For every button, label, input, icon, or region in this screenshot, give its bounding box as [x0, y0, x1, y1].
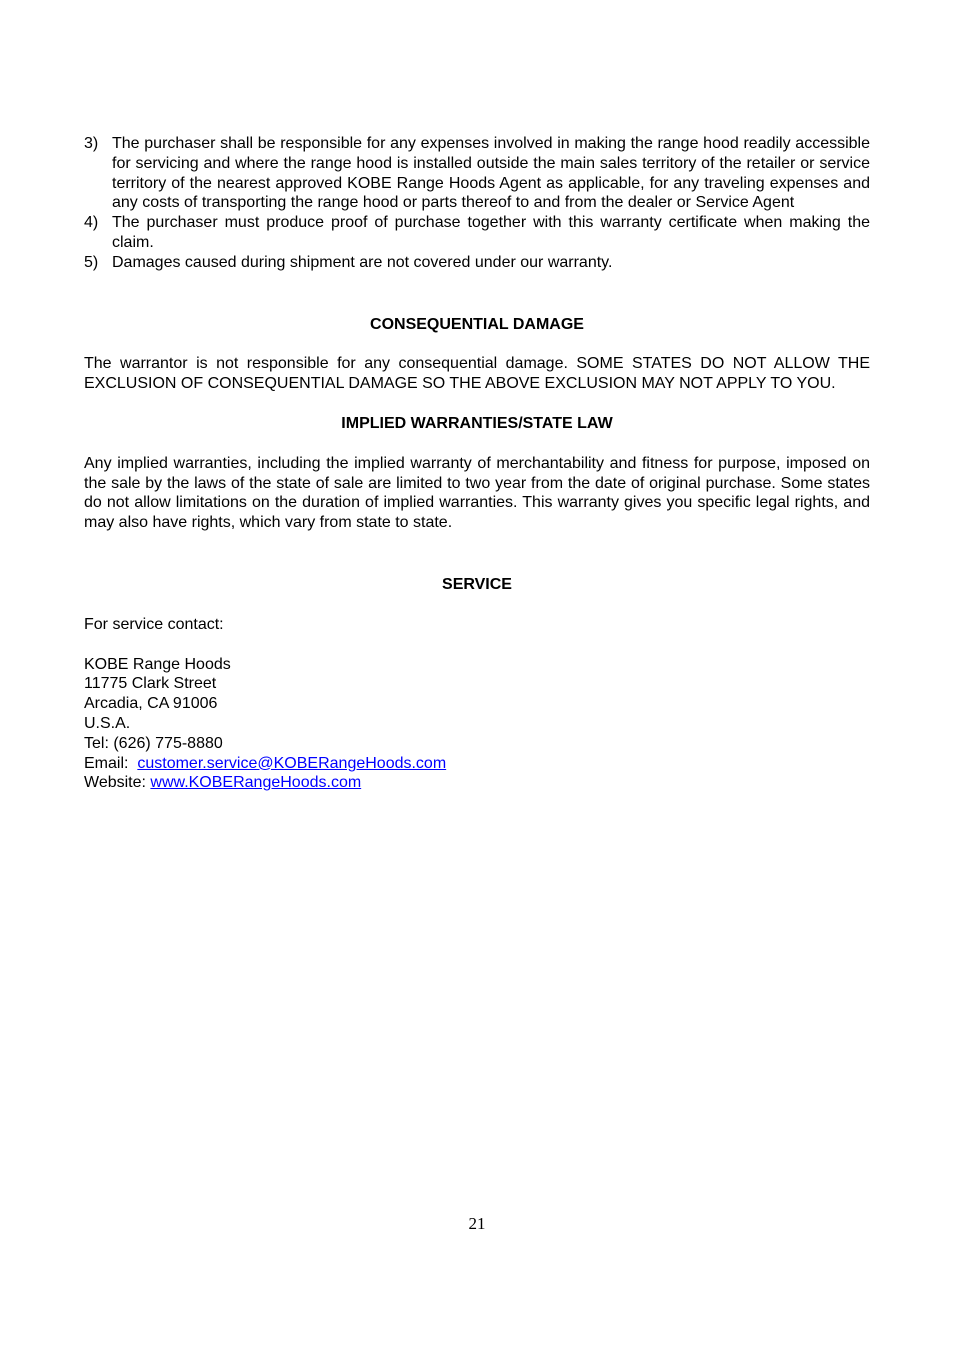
list-text: Damages caused during shipment are not covered under our warranty.: [112, 253, 613, 271]
list-item: [84, 134, 870, 213]
service-address: [84, 655, 870, 794]
website-line: [84, 773, 870, 793]
email-label: Email:: [84, 754, 138, 772]
implied-warranties-text: Any implied warranties, including the implied warranty of merchantability and fitness for purpose, imposed on the sale by the laws of the state of sale are limited to two year from the date of original purchase. Some states do not allow limitations on the duration of implied warranties. This warranty gives you specific legal rights, and may also have rights, which vary from state to state.: [84, 454, 870, 532]
implied-warranties-heading: IMPLIED WARRANTIES/STATE LAW: [341, 414, 613, 432]
company-name: KOBE Range Hoods: [84, 655, 231, 673]
city-state-zip: Arcadia, CA 91006: [84, 695, 218, 713]
list-item: [84, 213, 870, 253]
consequential-damage-text: The warrantor is not responsible for any consequential damage. SOME STATES DO NOT ALLOW THE EXCLUSION OF CONSEQUENTIAL DAMAGE SO THE ABOVE EXCLUSION MAY NOT APPLY TO YOU.: [84, 355, 870, 393]
email-line: [84, 754, 870, 774]
list-text: The purchaser must produce proof of purchase together with this warranty certificate when making the claim.: [112, 214, 870, 251]
country: U.S.A.: [84, 714, 131, 732]
page-content: [84, 134, 870, 793]
list-text: The purchaser shall be responsible for any expenses involved in making the range hood readily accessible for servicing and where the range hood is installed outside the main sales territory of the retailer or service territory of the nearest approved KOBE Range Hoods Agent as applicable, for any traveling expenses and any costs of transporting the range hood or parts thereof to and from the dealer or Service Agent: [112, 135, 870, 212]
service-intro: For service contact:: [84, 615, 224, 633]
list-number: 3): [84, 135, 99, 152]
website-label: Website:: [84, 774, 151, 792]
website-link[interactable]: www.KOBERangeHoods.com: [150, 774, 362, 792]
street-address: 11775 Clark Street: [84, 675, 217, 693]
consequential-damage-heading: CONSEQUENTIAL DAMAGE: [370, 315, 584, 333]
page-number: 21: [468, 1214, 486, 1233]
service-heading: SERVICE: [442, 575, 512, 593]
email-link[interactable]: customer.service@KOBERangeHoods.com: [137, 754, 447, 772]
list-number: 4): [84, 214, 99, 232]
list-number: 5): [84, 253, 99, 271]
list-item: [84, 253, 870, 273]
telephone: Tel: (626) 775-8880: [84, 734, 223, 752]
